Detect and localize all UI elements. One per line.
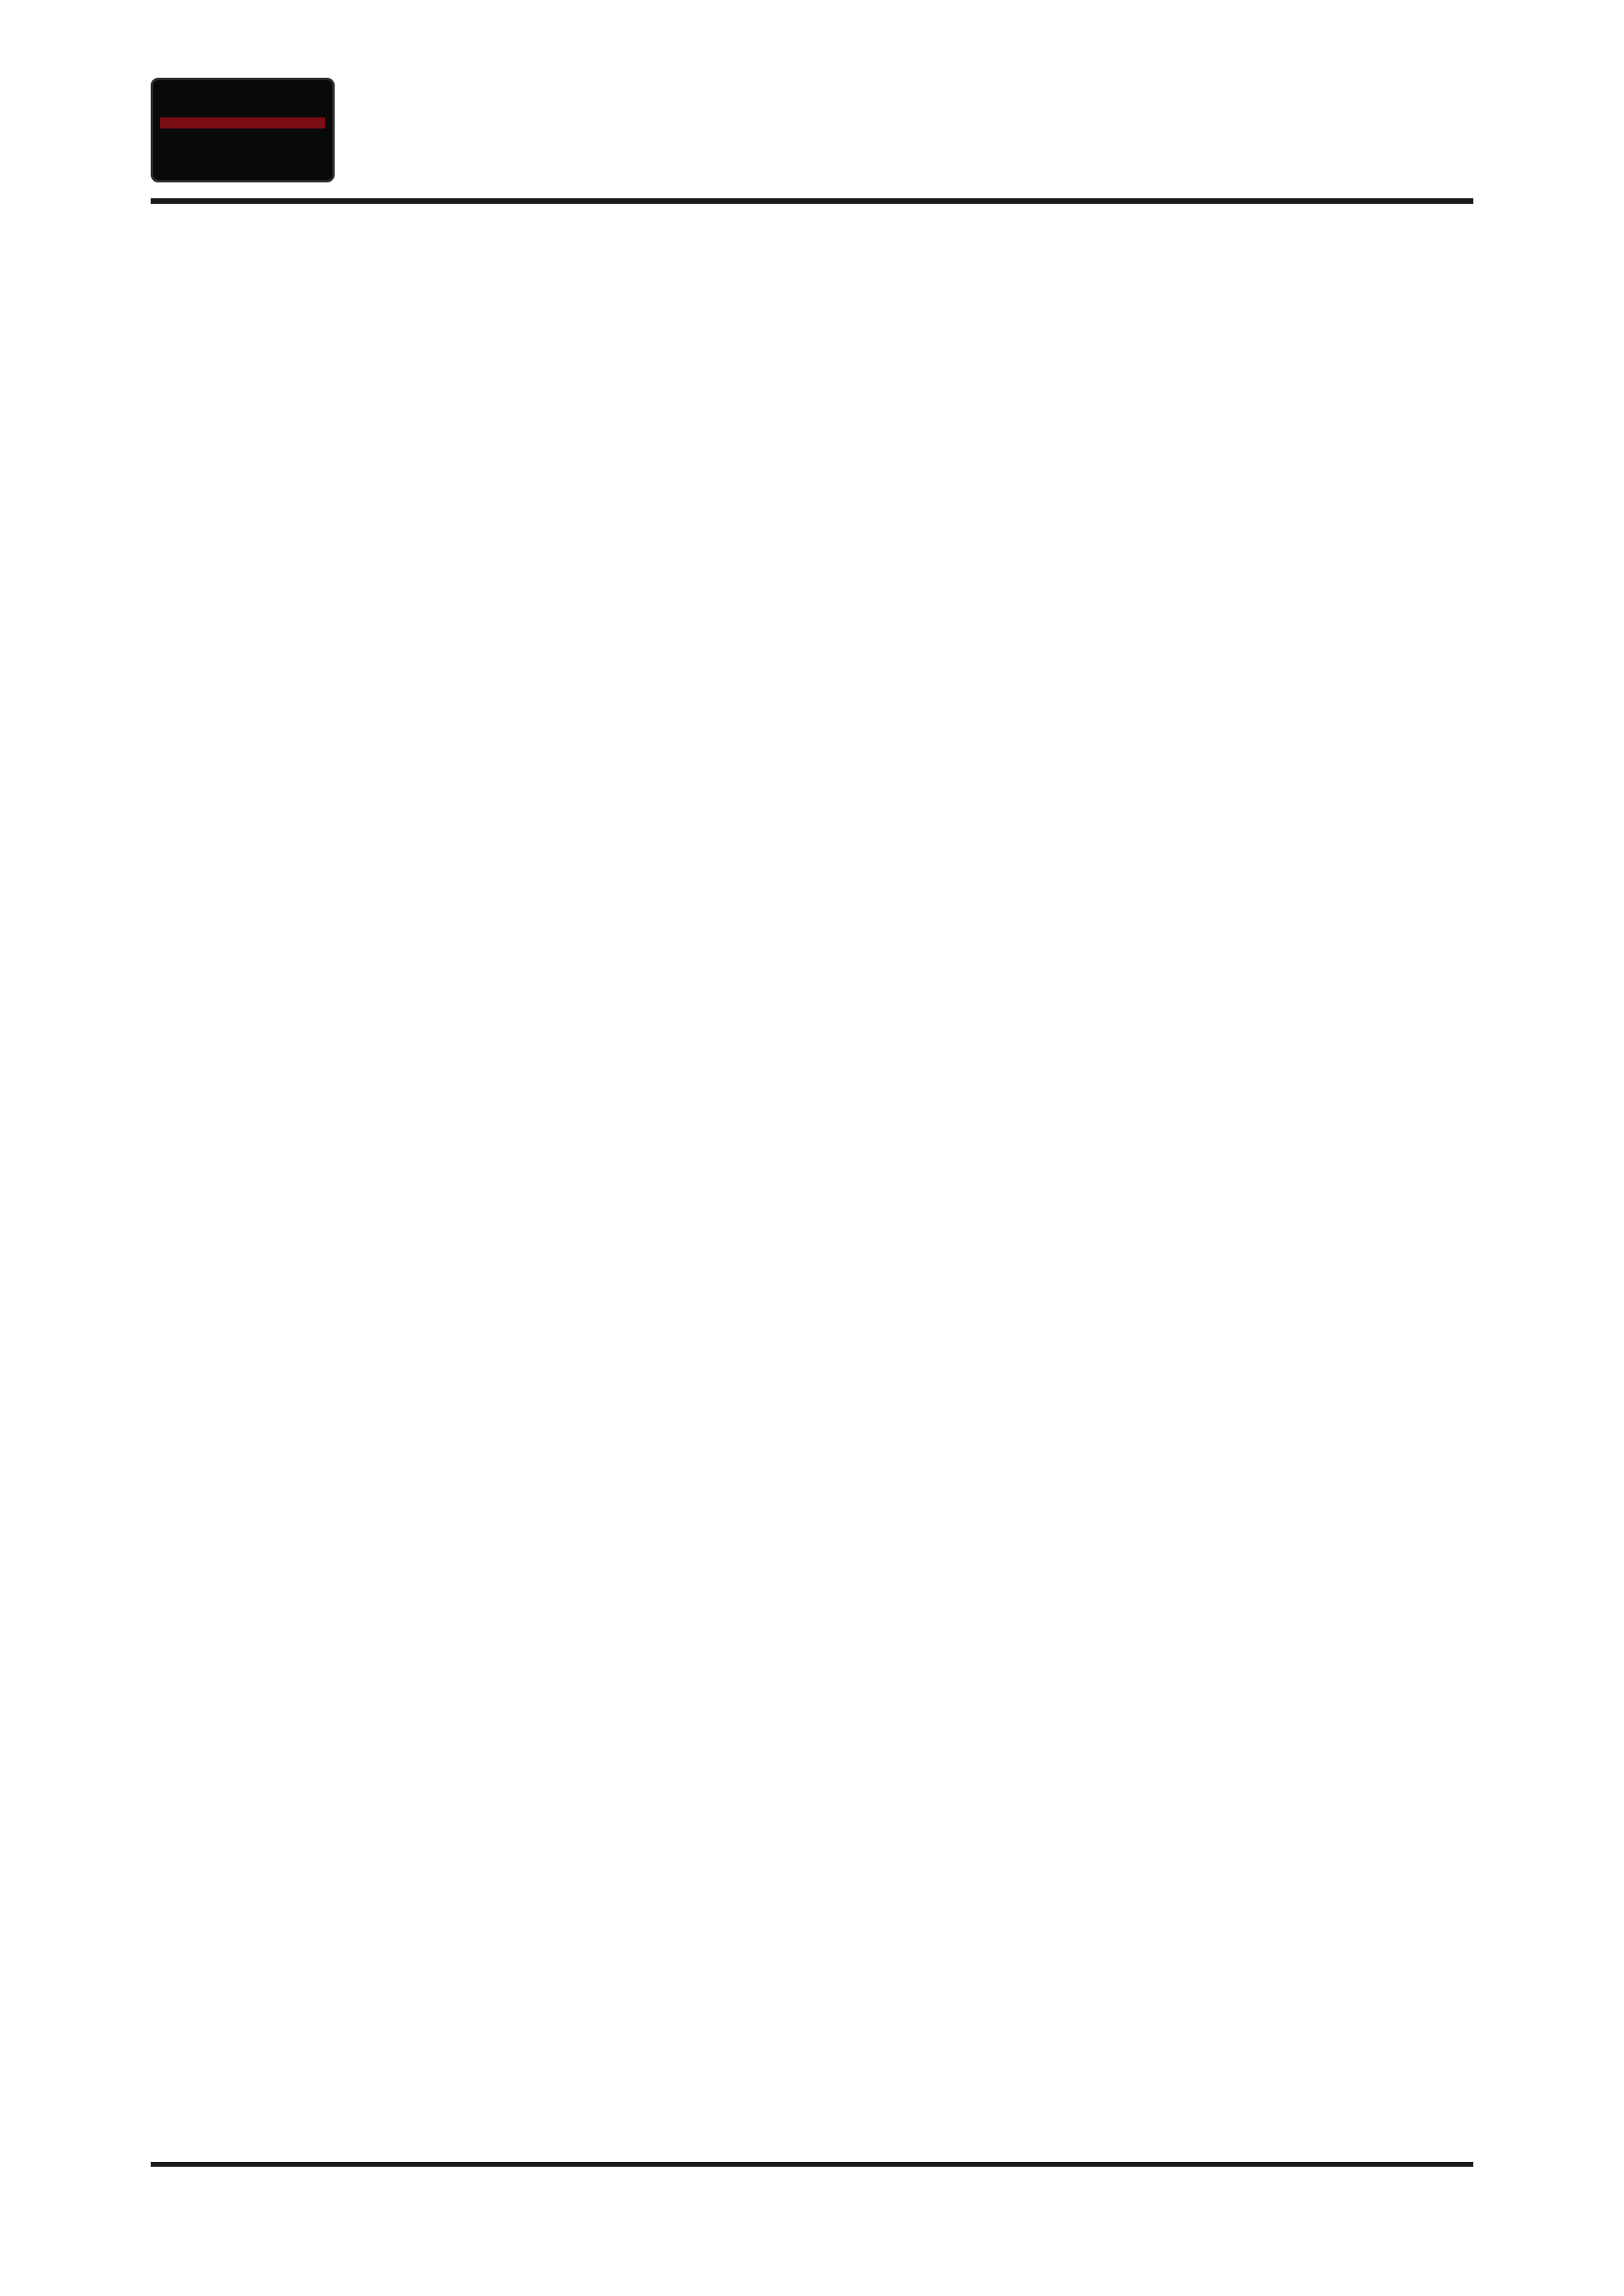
page-header (151, 71, 1473, 206)
header-divider-rule (151, 198, 1473, 204)
power-stroke-logo (151, 78, 335, 182)
manual-title (1438, 105, 1473, 142)
footer-divider-rule (151, 2162, 1473, 2167)
logo-brand-text (159, 89, 327, 116)
logo-displacement (157, 127, 328, 179)
